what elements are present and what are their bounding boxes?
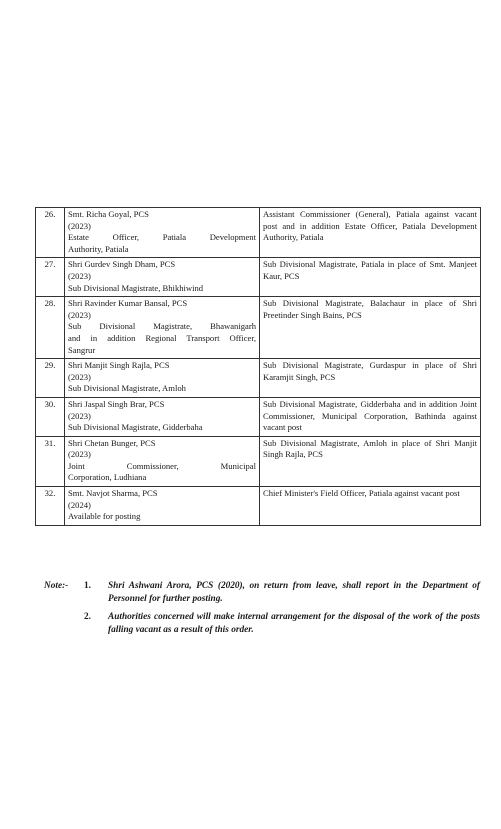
table-row xyxy=(36,208,481,258)
officer-cell xyxy=(65,208,260,258)
table-row xyxy=(36,397,481,436)
new-posting: Sub Divisional Magistrate, Gurdaspur in place of Shri Karamjit Singh, PCS xyxy=(260,359,481,398)
note-text: Authorities concerned will make internal arrangement for the disposal of the work of the posts falling vacant as a result of this order. xyxy=(108,611,480,636)
officer-batch: (2023) xyxy=(68,371,91,382)
officer-batch: (2024) xyxy=(68,499,91,510)
officer-name: Shri Manjit Singh Rajla, PCS xyxy=(68,360,170,371)
current-posting-line: Sub Divisional Magistrate, Gidderbaha xyxy=(68,422,203,433)
posting-orders-table xyxy=(35,207,481,526)
officer-name: Shri Chetan Bunger, PCS xyxy=(68,437,156,448)
serial-number: 26. xyxy=(36,208,65,258)
note-number: 2. xyxy=(84,611,91,622)
current-posting-line: Joint Commissioner, Municipal xyxy=(68,460,256,471)
serial-number: 31. xyxy=(36,436,65,486)
current-posting-line: Authority, Patiala xyxy=(68,243,129,254)
new-posting: Assistant Commissioner (General), Patiala against vacant post and in addition Estate Officer, Patiala Development Authority, Patiala xyxy=(260,208,481,258)
notes-section xyxy=(44,580,480,642)
table-row xyxy=(36,258,481,297)
new-posting: Chief Minister's Field Officer, Patiala against vacant post xyxy=(260,487,481,526)
new-posting: Sub Divisional Magistrate, Balachaur in place of Shri Preetinder Singh Bains, PCS xyxy=(260,297,481,359)
officer-cell xyxy=(65,297,260,359)
current-posting-line: Sub Divisional Magistrate, Bhawanigarh xyxy=(68,321,256,332)
new-posting: Sub Divisional Magistrate, Amloh in place of Shri Manjit Singh Rajla, PCS xyxy=(260,436,481,486)
serial-number: 29. xyxy=(36,359,65,398)
note-text: Shri Ashwani Arora, PCS (2020), on return from leave, shall report in the Department of Personnel for further posting. xyxy=(108,581,480,605)
officer-cell xyxy=(65,258,260,297)
note-label: Note:- xyxy=(44,581,69,591)
serial-number: 32. xyxy=(36,487,65,526)
officer-name: Smt. Navjot Sharma, PCS xyxy=(68,488,158,499)
serial-number: 30. xyxy=(36,397,65,436)
new-posting: Sub Divisional Magistrate, Patiala in place of Smt. Manjeet Kaur, PCS xyxy=(260,258,481,297)
officer-name: Shri Ravinder Kumar Bansal, PCS xyxy=(68,298,188,309)
current-posting-line: Available for posting xyxy=(68,511,141,522)
current-posting-line: Sub Divisional Magistrate, Bhikhiwind xyxy=(68,282,204,293)
table-row xyxy=(36,297,481,359)
officer-batch: (2023) xyxy=(68,410,91,421)
officer-cell xyxy=(65,487,260,526)
note-number: 1. xyxy=(84,581,91,591)
current-posting-line: Sub Divisional Magistrate, Amloh xyxy=(68,383,186,394)
serial-number: 28. xyxy=(36,297,65,359)
officer-cell xyxy=(65,359,260,398)
officer-cell xyxy=(65,397,260,436)
table-row xyxy=(36,359,481,398)
current-posting-line: Corporation, Ludhiana xyxy=(68,472,147,483)
current-posting-line: Sangrur xyxy=(68,344,96,355)
officer-batch: (2023) xyxy=(68,449,91,460)
officer-name: Shri Gurdev Singh Dham, PCS xyxy=(68,259,176,270)
officer-batch: (2023) xyxy=(68,220,91,231)
officer-batch: (2023) xyxy=(68,270,91,281)
current-posting-line: Estate Officer, Patiala Development xyxy=(68,232,256,243)
new-posting: Sub Divisional Magistrate, Gidderbaha and in addition Joint Commissioner, Municipal Corporation, Bathinda against vacant post xyxy=(260,397,481,436)
officer-batch: (2023) xyxy=(68,309,91,320)
officer-name: Shri Jaspal Singh Brar, PCS xyxy=(68,398,165,409)
table-row xyxy=(36,487,481,526)
note-item-1 xyxy=(44,580,480,607)
current-posting-line: and in addition Regional Transport Officer, xyxy=(68,332,256,343)
serial-number: 27. xyxy=(36,258,65,297)
officer-cell xyxy=(65,436,260,486)
note-item-2 xyxy=(44,611,480,638)
officer-name: Smt. Richa Goyal, PCS xyxy=(68,209,149,219)
table-row xyxy=(36,436,481,486)
